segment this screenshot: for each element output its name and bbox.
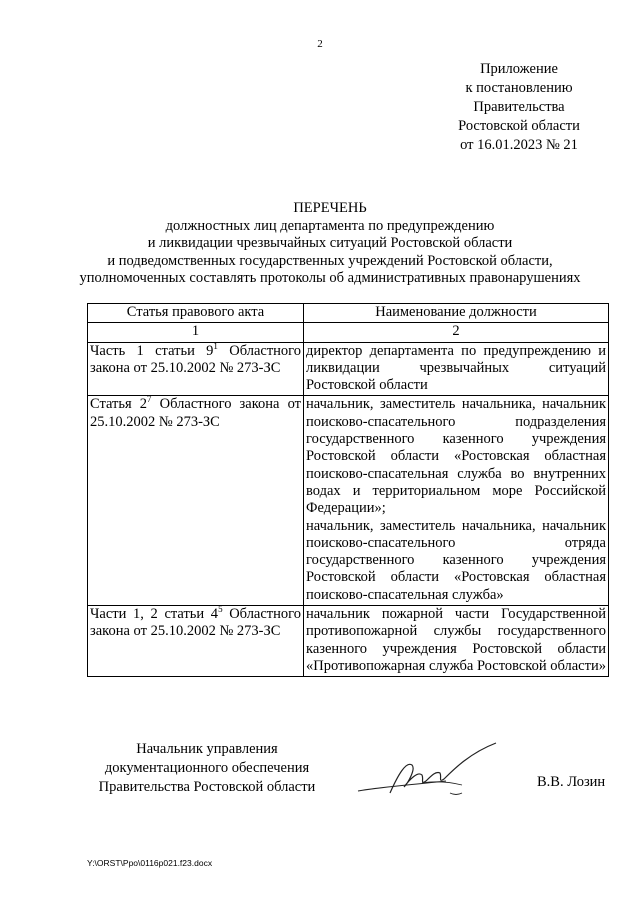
article-superscript: 5 xyxy=(218,604,223,615)
position-cell xyxy=(304,396,609,606)
article-text: Областного закона от 25.10.2002 № 273-ЗС xyxy=(90,396,301,430)
article-text: Областного закона от 25.10.2002 № 273-ЗС xyxy=(90,342,301,376)
position-cell xyxy=(304,606,609,677)
appendix-header xyxy=(444,60,594,155)
article-text: Статья 2 xyxy=(90,396,148,413)
column-number: 1 xyxy=(88,323,304,342)
table-row xyxy=(88,342,609,396)
officials-table xyxy=(87,303,609,677)
signatory-line: документационного обеспечения xyxy=(104,760,310,776)
document-title xyxy=(60,200,600,288)
article-cell xyxy=(88,396,304,606)
article-superscript: 1 xyxy=(213,340,218,351)
position-text: начальник, заместитель начальника, начальник поисково-спасательного отряда государственного казенного учреждения Ростовской области «Ростовская областная поисково-спасательная служба» xyxy=(306,517,606,603)
title-line: уполномоченных составлять протоколы об административных правонарушениях xyxy=(79,270,581,286)
position-text: директор департамента по предупреждению и ликвидации чрезвычайных ситуаций Ростовской области xyxy=(306,342,606,394)
title-line: и подведомственных государственных учреждений Ростовской области, xyxy=(107,252,553,269)
table-header-row xyxy=(88,304,609,323)
appendix-line: Ростовской области xyxy=(458,118,580,134)
position-text: начальник пожарной части Государственной противопожарной службы государственного казенного учреждения Ростовской области «Противопожарная служба Ростовской области» xyxy=(306,606,606,674)
file-path: Y:\ORST\Ppo\0116p021.f23.docx xyxy=(87,858,213,868)
appendix-line: от 16.01.2023 № 21 xyxy=(460,137,578,153)
table-row xyxy=(88,396,609,606)
article-text: Части 1, 2 статьи 4 xyxy=(90,606,219,623)
article-cell xyxy=(88,342,304,396)
header-article: Статья правового акта xyxy=(88,304,304,323)
article-cell xyxy=(88,606,304,677)
article-text: Областного закона от 25.10.2002 № 273-ЗС xyxy=(90,606,301,640)
signatory-line: Начальник управления xyxy=(136,741,278,757)
signatory-name: В.В. Лозин xyxy=(537,774,606,790)
appendix-line: Правительства xyxy=(473,99,565,115)
title-line: должностных лиц департамента по предупреждению xyxy=(165,217,495,234)
appendix-line: Приложение xyxy=(480,61,558,77)
title-heading: ПЕРЕЧЕНЬ xyxy=(293,200,367,216)
article-text: Часть 1 статьи 9 xyxy=(90,342,214,359)
title-line: и ликвидации чрезвычайных ситуаций Ростовской области xyxy=(147,235,513,251)
header-position: Наименование должности xyxy=(304,304,609,323)
position-cell xyxy=(304,342,609,396)
column-number: 2 xyxy=(304,323,609,342)
signatory-title xyxy=(87,740,327,797)
article-superscript: 7 xyxy=(147,394,152,405)
handwritten-signature xyxy=(350,735,500,805)
table-row xyxy=(88,606,609,677)
position-text: начальник, заместитель начальника, начальник поисково-спасательного подразделения государственного казенного учреждения Ростовской области «Ростовская областная поисково-спасательная служба во внутренних водах и территориальном море Российской Федерации»; xyxy=(306,396,606,517)
appendix-line: к постановлению xyxy=(465,80,573,96)
signatory-line: Правительства Ростовской области xyxy=(98,779,316,795)
table-column-numbers-row xyxy=(88,323,609,342)
page-number: 2 xyxy=(317,38,323,50)
